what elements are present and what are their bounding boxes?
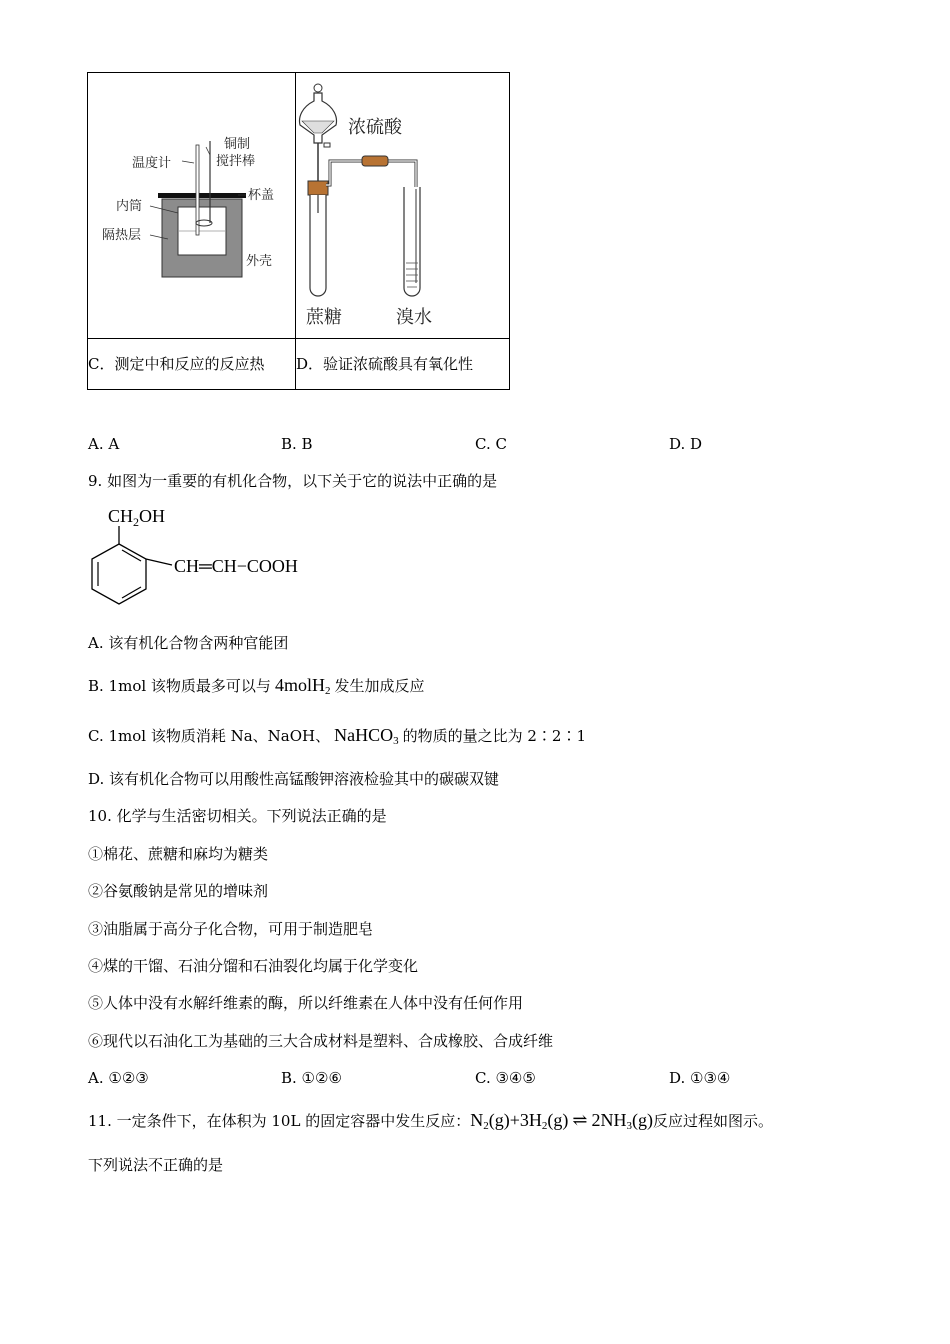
apparatus-c-cell bbox=[88, 73, 296, 339]
caption-d: D．验证浓硫酸具有氧化性 bbox=[296, 339, 510, 390]
label-inner: 内筒 bbox=[116, 199, 143, 214]
q9-option-b: B. 1mol 该物质最多可以与 4molH$_2$ 发生加成反应 bbox=[88, 675, 425, 697]
q10-option-b: B. ①②⑥ bbox=[281, 1069, 342, 1087]
apparatus-d-cell bbox=[296, 73, 510, 339]
q10-option-d: D. ①③④ bbox=[669, 1069, 731, 1087]
q9-option-d: D. 该有机化合物可以用酸性高锰酸钾溶液检验其中的碳碳双键 bbox=[88, 770, 500, 788]
label-stirrer-1: 铜制 bbox=[224, 137, 251, 152]
lid bbox=[158, 193, 246, 198]
q10-item-5: ⑤人体中没有水解纤维素的酶，所以纤维素在人体中没有任何作用 bbox=[88, 994, 524, 1012]
q10-option-a: A. ①②③ bbox=[88, 1069, 149, 1087]
label-bromine-water: 溴水 bbox=[396, 307, 432, 328]
label-acid: 浓硫酸 bbox=[348, 117, 402, 138]
rubber-connector bbox=[362, 156, 388, 166]
label-insulation: 隔热层 bbox=[102, 228, 142, 243]
q10-item-1: ①棉花、蔗糖和麻均为糖类 bbox=[88, 845, 269, 863]
label-stirrer-2: 搅拌棒 bbox=[216, 154, 256, 169]
label-shell: 外壳 bbox=[246, 254, 273, 269]
label-lid: 杯盖 bbox=[248, 188, 275, 203]
stopper bbox=[308, 181, 328, 195]
q8-option-d: D. D bbox=[669, 435, 703, 453]
q10-item-2: ②谷氨酸钠是常见的增味剂 bbox=[88, 882, 269, 900]
separatory-funnel bbox=[300, 93, 337, 143]
substituent-top: $CH_2OH$ bbox=[108, 506, 166, 529]
q11-stem: 11. 一定条件下，在体积为 10L 的固定容器中发生反应：$N_2(g)+3H_2(g)$ ⇌ $2NH_3(g)$反应过程如图示。 bbox=[88, 1110, 773, 1132]
q8-option-b: B. B bbox=[281, 435, 313, 453]
test-tube-right bbox=[404, 187, 420, 296]
q10-item-6: ⑥现代以石油化工为基础的三大合成材料是塑料、合成橡胶、合成纤维 bbox=[88, 1032, 554, 1050]
q11-equation: $N_2(g)+3H_2(g)$ ⇌ $2NH_3(g)$ bbox=[470, 1110, 653, 1132]
q10-option-c: C. ③④⑤ bbox=[475, 1069, 536, 1087]
q10-stem: 10. 化学与生活密切相关。下列说法正确的是 bbox=[88, 807, 387, 825]
q11-line2: 下列说法不正确的是 bbox=[88, 1156, 224, 1174]
q9-stem: 9. 如图为一重要的有机化合物，以下关于它的说法中正确的是 bbox=[88, 472, 498, 490]
q10-item-3: ③油脂属于高分子化合物，可用于制造肥皂 bbox=[88, 920, 374, 938]
q10-item-4: ④煤的干馏、石油分馏和石油裂化均属于化学变化 bbox=[88, 957, 419, 975]
apparatus-table bbox=[87, 72, 510, 390]
sulfuric-acid-figure bbox=[296, 73, 509, 334]
q9-option-a: A. 该有机化合物含两种官能团 bbox=[88, 634, 289, 652]
caption-c: C．测定中和反应的反应热 bbox=[88, 339, 296, 390]
q8-option-c: C. C bbox=[475, 435, 507, 453]
q9-option-c: C. 1mol 该物质消耗 Na、NaOH、 NaHCO$_3$ 的物质的量之比为 2∶2∶1 bbox=[88, 725, 587, 747]
label-thermometer: 温度计 bbox=[132, 156, 172, 171]
label-sucrose: 蔗糖 bbox=[306, 307, 342, 328]
organic-structure bbox=[86, 500, 336, 615]
side-chain: CH═CH−COOH bbox=[174, 556, 298, 576]
q8-option-a: A. A bbox=[88, 435, 120, 453]
calorimeter-figure bbox=[88, 73, 295, 334]
